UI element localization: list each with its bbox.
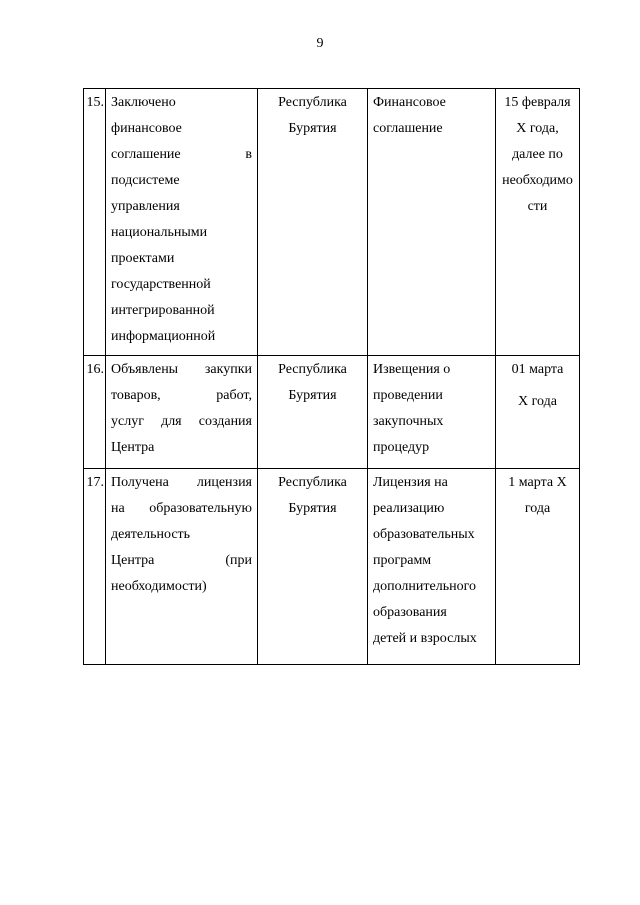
date-cell xyxy=(496,89,580,356)
event-line: на образовательную xyxy=(111,501,252,516)
event-line: проектами xyxy=(111,251,175,266)
document-line: программ xyxy=(373,553,432,568)
table-row xyxy=(84,89,580,356)
event-line: национальными xyxy=(111,225,208,240)
event-line: Получена лицензия xyxy=(111,475,252,490)
event-line: подсистеме xyxy=(111,173,180,188)
responsible-line: Республика xyxy=(278,95,347,110)
document-line: образовательных xyxy=(373,527,475,542)
document-line: образования xyxy=(373,605,447,620)
event-cell xyxy=(106,469,258,665)
row-number: 15. xyxy=(84,89,106,356)
document-cell xyxy=(368,356,496,469)
event-line: услуг для создания xyxy=(111,414,252,429)
row-number: 17. xyxy=(84,469,106,665)
event-line: государственной xyxy=(111,277,211,292)
table-row xyxy=(84,356,580,469)
document-line: Извещения о xyxy=(373,362,451,377)
responsible-cell xyxy=(258,89,368,356)
responsible-line: Республика xyxy=(278,475,347,490)
document-line: реализацию xyxy=(373,501,445,516)
event-line: товаров, работ, xyxy=(111,388,252,403)
event-line: информационной xyxy=(111,329,216,344)
event-line: Заключено xyxy=(111,95,176,110)
responsible-cell xyxy=(258,356,368,469)
document-line: дополнительного xyxy=(373,579,476,594)
date-line: сти xyxy=(527,199,548,214)
responsible-line: Бурятия xyxy=(288,501,337,516)
event-cell xyxy=(106,89,258,356)
event-line: интегрированной xyxy=(111,303,215,318)
plan-table xyxy=(83,88,580,665)
event-line: Центра (при xyxy=(111,553,252,568)
responsible-line: Бурятия xyxy=(288,121,337,136)
date-line: 15 февраля xyxy=(504,95,571,110)
event-line: Объявлены закупки xyxy=(111,362,252,377)
event-line: необходимости) xyxy=(111,579,207,594)
document-line: закупочных xyxy=(373,414,444,429)
document-line: Финансовое xyxy=(373,95,446,110)
document-cell xyxy=(368,469,496,665)
date-line: 01 марта xyxy=(511,362,564,377)
event-line: соглашение в xyxy=(111,147,252,162)
date-cell xyxy=(496,356,580,469)
date-line: Х года, xyxy=(516,121,559,136)
responsible-line: Республика xyxy=(278,362,347,377)
document-cell xyxy=(368,89,496,356)
event-cell xyxy=(106,356,258,469)
row-number: 16. xyxy=(84,356,106,469)
document-line: процедур xyxy=(373,440,430,455)
document-line: проведении xyxy=(373,388,443,403)
responsible-line: Бурятия xyxy=(288,388,337,403)
responsible-cell xyxy=(258,469,368,665)
date-line: 1 марта Х xyxy=(508,475,567,490)
date-line: Х года xyxy=(518,394,557,409)
date-line: далее по xyxy=(512,147,563,162)
date-line: года xyxy=(524,501,551,516)
date-line: необходимо xyxy=(502,173,573,188)
event-line: управления xyxy=(111,199,180,214)
date-cell xyxy=(496,469,580,665)
event-line: деятельность xyxy=(111,527,191,542)
document-line: соглашение xyxy=(373,121,443,136)
event-line: Центра xyxy=(111,440,155,455)
table-row xyxy=(84,469,580,665)
page-number: 9 xyxy=(316,36,324,51)
document-line: Лицензия на xyxy=(373,475,448,490)
event-line: финансовое xyxy=(111,121,182,136)
document-line: детей и взрослых xyxy=(373,631,477,646)
